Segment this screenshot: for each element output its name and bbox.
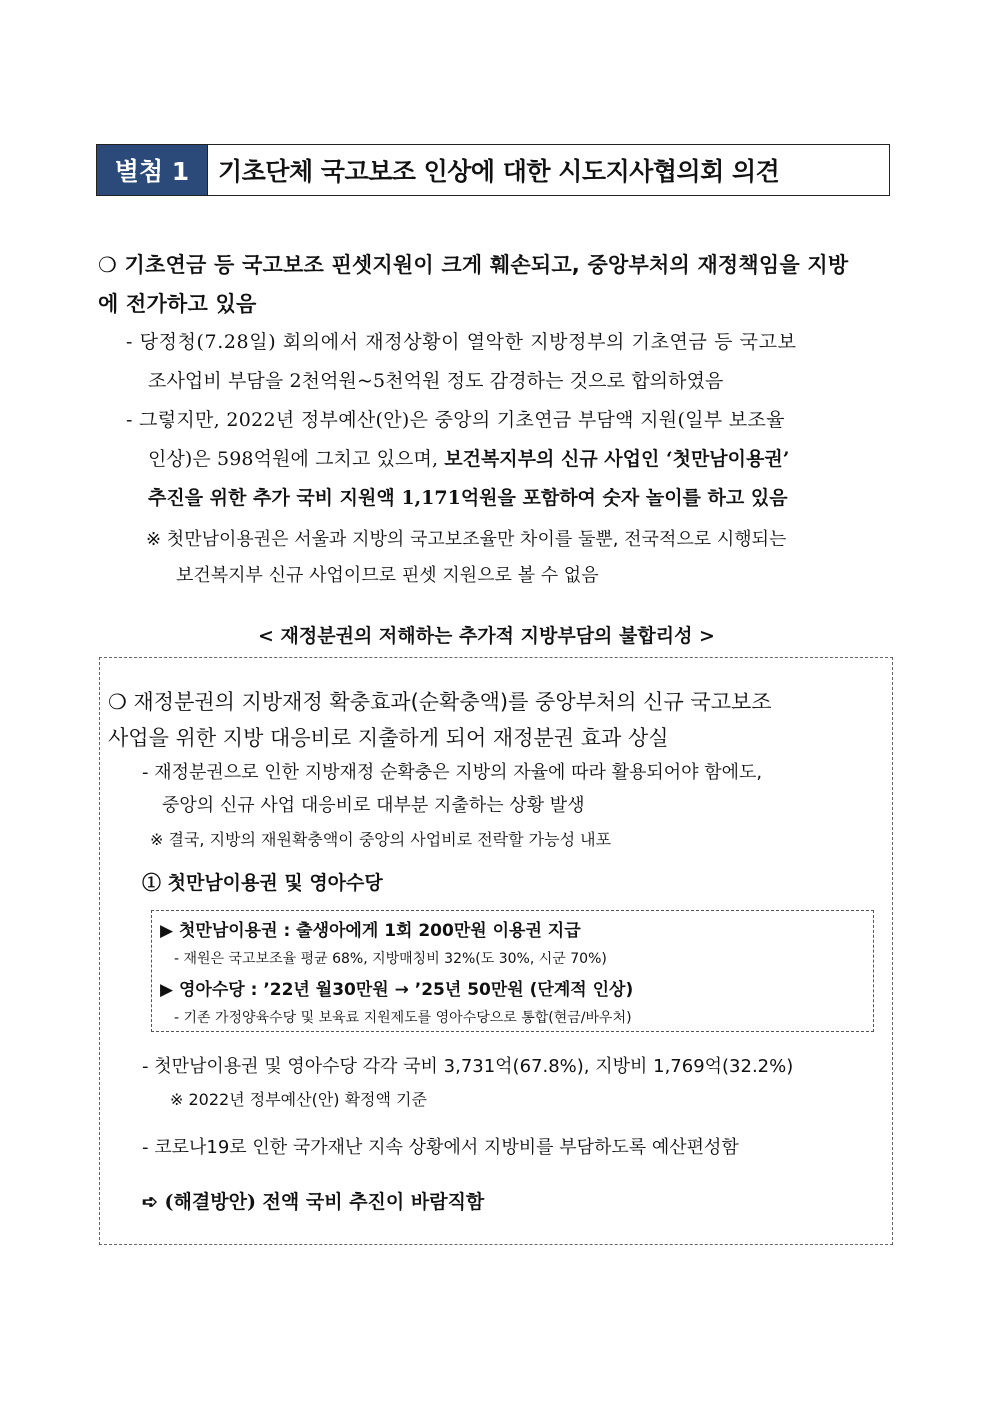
box-line4: - 기존 가정양육수당 및 보육료 지원제도를 영아수당으로 통합(현금/바우처)	[174, 1010, 632, 1026]
frame-dash1-line2: 중앙의 신규 사업 대응비로 대부분 지출하는 상황 발생	[162, 795, 585, 816]
section1-dash2-line3: 추진을 위한 추가 국비 지원액 1,171억원을 포함하여 숫자 놀이를 하고 있음	[148, 487, 788, 509]
box-line1: ▶ 첫만남이용권 : 출생아에게 1회 200만원 이용권 지급	[160, 921, 581, 941]
section1-note-line2: 보건복지부 신규 사업이므로 핀셋 지원으로 볼 수 없음	[176, 565, 599, 586]
conclusion: ➪ (해결방안) 전액 국비 추진이 바람직함	[142, 1191, 485, 1213]
section1-bullet-line2: 에 전가하고 있음	[98, 292, 257, 316]
item-heading: ① 첫만남이용권 및 영아수당	[142, 872, 383, 894]
section1-dash2-line2-bold: 보건복지부의 신규 사업인 ‘첫만남이용권’	[444, 448, 790, 470]
page-title-box	[96, 144, 890, 196]
section1-note-line1: ※ 첫만남이용권은 서울과 지방의 국고보조율만 차이를 둘뿐, 전국적으로 시행되는	[146, 529, 787, 550]
frame-dash3: - 코로나19로 인한 국가재난 지속 상황에서 지방비를 부담하도록 예산편성함	[142, 1137, 739, 1158]
subheading: < 재정분권의 저해하는 추가적 지방부담의 불합리성 >	[258, 625, 715, 647]
section1-bullet-line1: ❍ 기초연금 등 국고보조 핀셋지원이 크게 훼손되고, 중앙부처의 재정책임을 지방	[98, 253, 849, 277]
section1-dash2-line2-plain: 인상)은 598억원에 그치고 있으며,	[148, 448, 445, 470]
section1-dash1-line2: 조사업비 부담을 2천억원~5천억원 정도 감경하는 것으로 합의하였음	[148, 370, 724, 392]
frame-note2: ※ 2022년 정부예산(안) 확정액 기준	[170, 1090, 427, 1109]
frame-bullet-line1: ❍ 재정분권의 지방재정 확충효과(순확충액)를 중앙부처의 신규 국고보조	[108, 690, 772, 714]
frame-note1: ※ 결국, 지방의 재원확충액이 중앙의 사업비로 전락할 가능성 내포	[150, 830, 612, 849]
frame-bullet-line2: 사업을 위한 지방 대응비로 지출하게 되어 재정분권 효과 상실	[108, 726, 669, 750]
attachment-tag: 별첨 1	[97, 145, 208, 195]
frame-dash1-line1: - 재정분권으로 인한 지방재정 순확충은 지방의 자율에 따라 활용되어야 함에도,	[142, 762, 763, 783]
section1-dash2-line1: - 그렇지만, 2022년 정부예산(안)은 중앙의 기초연금 부담액 지원(일부 보조율	[126, 409, 785, 431]
page-title: 기초단체 국고보조 인상에 대한 시도지사협의회 의견	[218, 157, 780, 186]
box-line3: ▶ 영아수당 : ’22년 월30만원 → ’25년 50만원 (단계적 인상)	[160, 980, 634, 1000]
frame-dash2: - 첫만남이용권 및 영아수당 각각 국비 3,731억(67.8%), 지방비 1,769억(32.2%)	[142, 1056, 794, 1077]
box-line2: - 재원은 국고보조율 평균 68%, 지방매칭비 32%(도 30%, 시군 70%)	[174, 951, 607, 967]
section1-dash2-line2	[148, 444, 789, 471]
section1-dash1-line1: - 당정청(7.28일) 회의에서 재정상황이 열악한 지방정부의 기초연금 등 국고보	[126, 331, 797, 353]
